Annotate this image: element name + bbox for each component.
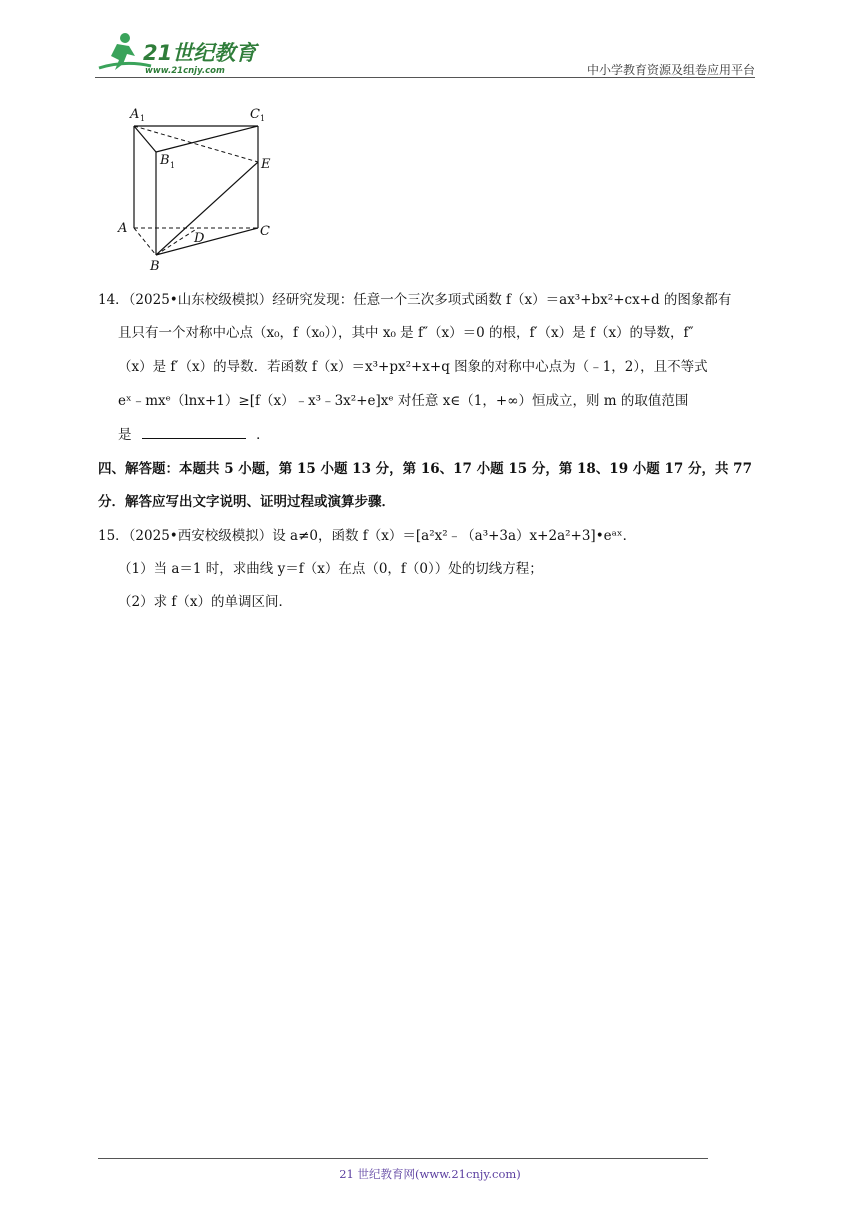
section4-line2: 分．解答应写出文字说明、证明过程或演算步骤． bbox=[98, 494, 395, 510]
answer-blank[interactable] bbox=[142, 426, 246, 439]
q14-line4: eˣ﹣mxᵉ（lnx+1）≥[f（x）﹣x³﹣3x²+e]xᵉ 对任意 x∈（1，+∞）恒成立，则 m 的取值范围 bbox=[118, 393, 689, 409]
section4-line1: 四、解答题：本题共 5 小题，第 15 小题 13 分，第 16、17 小题 15 分，第 18、19 小题 17 分，共 77 bbox=[98, 461, 752, 477]
q14-line5-post: ． bbox=[256, 427, 270, 443]
label-e: E bbox=[261, 157, 271, 172]
q14-line2: 且只有一个对称中心点（x₀，f（x₀）），其中 x₀ 是 f″（x）＝0 的根，f′（x）是 f（x）的导数，f″ bbox=[118, 325, 694, 341]
label-b1-sub: 1 bbox=[170, 161, 176, 170]
header-platform-text: 中小学教育资源及组卷应用平台 bbox=[586, 63, 755, 77]
label-c1: C bbox=[250, 107, 260, 122]
q15-part1: （1）当 a＝1 时，求曲线 y＝f（x）在点（0，f（0））处的切线方程； bbox=[118, 561, 543, 577]
q14-line3: （x）是 f′（x）的导数．若函数 f（x）＝x³+px²+x+q 图象的对称中心点为（﹣1，2），且不等式 bbox=[118, 359, 708, 375]
logo-url: www.21cnjy.com bbox=[145, 66, 225, 76]
label-c: C bbox=[260, 224, 270, 239]
header-divider bbox=[95, 77, 755, 78]
footer-divider bbox=[98, 1158, 708, 1159]
q14-line5-pre: 是 bbox=[118, 427, 132, 443]
label-a: A bbox=[118, 221, 128, 236]
q14-line1: 14．（2025•山东校级模拟）经研究发现：任意一个三次多项式函数 f（x）＝ax³+bx²+cx+d 的图象都有 bbox=[98, 292, 732, 308]
q14-line5 bbox=[118, 423, 270, 443]
logo bbox=[95, 30, 265, 76]
q15-line1: 15．（2025•西安校级模拟）设 a≠0，函数 f（x）＝[a²x²﹣（a³+3a）x+2a²+3]•eᵃˣ． bbox=[98, 528, 637, 544]
label-c1-sub: 1 bbox=[260, 114, 266, 123]
prism-figure bbox=[112, 100, 287, 275]
label-d: D bbox=[194, 231, 205, 246]
footer-text[interactable]: 21 世纪教育网(www.21cnjy.com) bbox=[339, 1167, 521, 1181]
logo-text: 21世纪教育 bbox=[143, 41, 257, 65]
label-a1: A bbox=[130, 107, 140, 122]
q15-part2: （2）求 f（x）的单调区间． bbox=[118, 594, 292, 610]
label-a1-sub: 1 bbox=[140, 114, 146, 123]
label-b1: B bbox=[160, 153, 170, 168]
label-b: B bbox=[150, 259, 160, 274]
